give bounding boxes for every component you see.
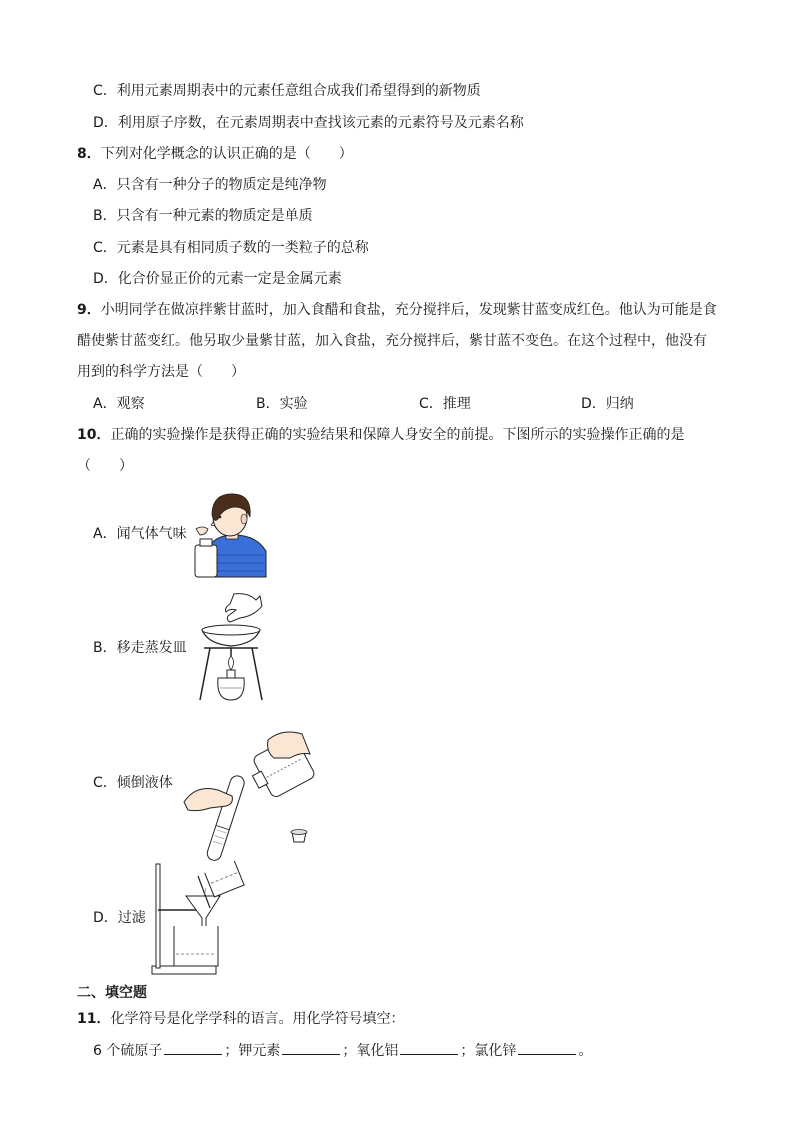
- q10-option-c: C．倾倒液体: [93, 775, 173, 791]
- q9-stem-line-1: [77, 300, 717, 320]
- evaporating-dish-figure: [196, 592, 266, 708]
- filtration-figure: [148, 860, 248, 982]
- q10-stem-line-2: （ ）: [77, 458, 133, 474]
- pouring-liquid-figure: [182, 724, 318, 880]
- q8-stem: 下列对化学概念的认识正确的是（ ）: [100, 146, 353, 162]
- q10-stem-line-1: [77, 425, 684, 445]
- q10-option-a: A．闻气体气味: [93, 526, 187, 542]
- q8-stem-line: [77, 144, 353, 164]
- answer-blank-1[interactable]: [164, 1040, 222, 1055]
- answer-blank-3[interactable]: [400, 1040, 458, 1055]
- q11-stem-line: [77, 1009, 404, 1029]
- q11-item-alumina: ；氧化铝: [342, 1043, 399, 1059]
- smelling-gas-figure: [194, 489, 270, 583]
- q7-option-d: D．利用原子序数，在元素周期表中查找该元素的元素符号及元素名称: [93, 115, 524, 131]
- q11-item-zinc-chloride: ；氯化锌: [460, 1043, 517, 1059]
- q8-option-a: A．只含有一种分子的物质定是纯净物: [93, 177, 327, 193]
- q8-option-c: C．元素是具有相同质子数的一类粒子的总称: [93, 240, 369, 256]
- q11-fill-line: [93, 1040, 592, 1061]
- q8-option-d: D．化合价显正价的元素一定是金属元素: [93, 271, 342, 287]
- q9-number: 9．: [77, 302, 101, 318]
- section-2-title: 二、填空题: [77, 985, 147, 1001]
- q11-number: 11．: [77, 1011, 111, 1027]
- q8-option-b: B．只含有一种元素的物质定是单质: [93, 208, 313, 224]
- q9-stem-1: 小明同学在做凉拌紫甘蓝时，加入食醋和食盐，充分搅拌后，发现紫甘蓝变成红色。他认为可能是食: [100, 302, 717, 318]
- q11-item-end: 。: [578, 1043, 593, 1059]
- q9-option-b: B．实验: [256, 396, 308, 412]
- q10-number: 10．: [77, 427, 111, 443]
- q9-option-d: D．归纳: [581, 396, 634, 412]
- q9-stem-line-2: 醋使紫甘蓝变红。他另取少量紫甘蓝，加入食盐，充分搅拌后，紫甘蓝不变色。在这个过程中，他没有: [77, 333, 707, 349]
- answer-blank-4[interactable]: [518, 1040, 576, 1055]
- q7-option-c: C．利用元素周期表中的元素任意组合成我们希望得到的新物质: [93, 83, 481, 99]
- q10-option-d: D．过滤: [93, 910, 146, 926]
- q8-number: 8．: [77, 146, 101, 162]
- q11-item-sulfur: 6 个硫原子: [93, 1043, 163, 1059]
- q10-option-b: B．移走蒸发皿: [93, 640, 187, 656]
- q9-stem-line-3: 用到的科学方法是（ ）: [77, 364, 245, 380]
- q11-stem: 化学符号是化学学科的语言。用化学符号填空：: [110, 1011, 405, 1027]
- q10-stem-1: 正确的实验操作是获得正确的实验结果和保障人身安全的前提。下图所示的实验操作正确的是: [110, 427, 685, 443]
- q9-option-c: C．推理: [419, 396, 471, 412]
- q9-option-a: A．观察: [93, 396, 145, 412]
- q11-item-potassium: ；钾元素: [224, 1043, 281, 1059]
- answer-blank-2[interactable]: [282, 1040, 340, 1055]
